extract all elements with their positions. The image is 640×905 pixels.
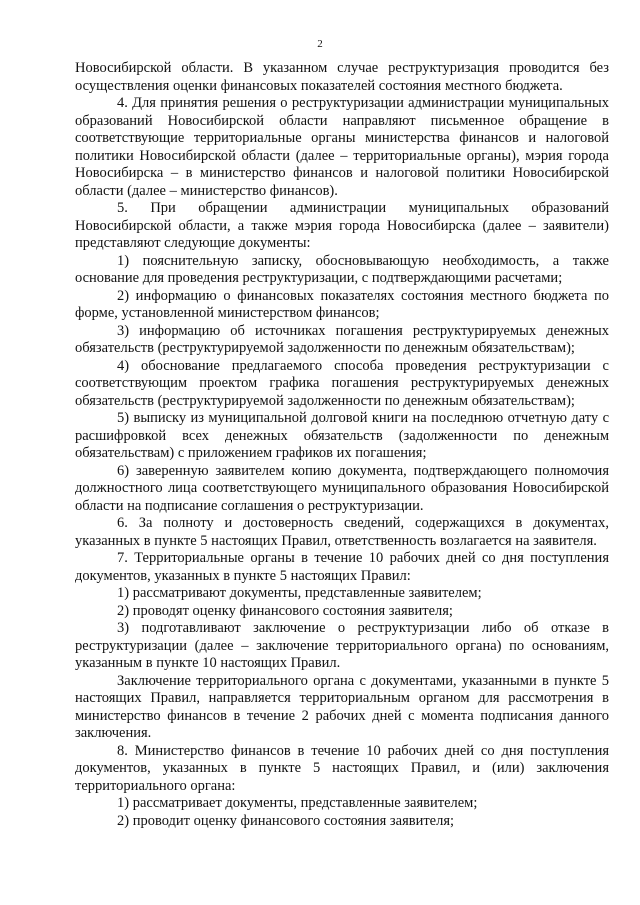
paragraph-item-5-2: 2) информацию о финансовых показателях состояния местного бюджета по форме, установленной министерством финансов; [75,287,609,321]
paragraph-conclusion-routing: Заключение территориального органа с документами, указанными в пункте 5 настоящих Правил, направляется территориальным органом для рассмотрения в министерство финансов в течение 2 рабочих дней с момента подписания данного заключения. [75,672,609,741]
paragraph-item-5-6: 6) заверенную заявителем копию документа, подтверждающего полномочия должностного лица соответствующего муниципального образования Новосибирской области на подписание соглашения о реструктуризации. [75,462,609,514]
paragraph-item-6: 6. За полноту и достоверность сведений, содержащихся в документах, указанных в пункте 5 настоящих Правил, ответственность возлагается на заявителя. [75,515,609,549]
document-body [75,60,609,830]
paragraph-item-8-2: 2) проводит оценку финансового состояния заявителя; [117,812,455,829]
paragraph-item-5-5: 5) выписку из муниципальной долговой книги на последнюю отчетную дату с расшифровкой всех денежных обязательств (задолженности по денежным обязательствам) с приложением графиков их погашения; [75,410,609,461]
paragraph-item-8: 8. Министерство финансов в течение 10 рабочих дней со дня поступления документов, указанных в пункте 5 настоящих Правил, и (или) заключения территориального органа: [75,742,609,794]
paragraph-item-4: 4. Для принятия решения о реструктуризации администрации муниципальных образований Новосибирской области направляют письменное обращение в соответствующие территориальные органы министерства финансов и налоговой политики Новосибирской области (далее – территориальные органы), мэрия города Новосибирска – в министерство финансов и налоговой политики Новосибирской области (далее – министерство финансов). [75,95,609,199]
paragraph-item-8-1: 1) рассматривает документы, представленные заявителем; [117,795,478,811]
paragraph-item-7-3: 3) подготавливают заключение о реструктуризации либо об отказе в реструктуризации (далее – заключение территориального органа) по основаниям, указанным в пункте 10 настоящих Правил. [75,620,609,671]
paragraph-item-7: 7. Территориальные органы в течение 10 рабочих дней со дня поступления документов, указанных в пункте 5 настоящих Правил: [75,550,609,584]
paragraph-item-7-2: 2) проводят оценку финансового состояния заявителя; [117,602,453,619]
paragraph-item-7-1: 1) рассматривают документы, представленные заявителем; [117,585,482,601]
page-number: 2 [317,38,323,50]
paragraph-item-5-4: 4) обоснование предлагаемого способа проведения реструктуризации с соответствующим проектом графика погашения реструктурируемых денежных обязательств (реструктурируемой задолженности по денежным обязательствам); [75,357,609,409]
paragraph-item-5-3: 3) информацию об источниках погашения реструктурируемых денежных обязательств (реструктурируемой задолженности по денежным обязательствам); [75,322,609,356]
paragraph-continuation: Новосибирской области. В указанном случае реструктуризация проводится без осуществления оценки финансовых показателей состояния местного бюджета. [75,60,609,94]
paragraph-item-5-1: 1) пояснительную записку, обосновывающую необходимость, а также основание для проведения реструктуризации, с подтверждающими расчетами; [75,252,609,286]
paragraph-item-5: 5. При обращении администрации муниципальных образований Новосибирской области, а также мэрия города Новосибирска (далее – заявители) представляют следующие документы: [75,200,609,251]
